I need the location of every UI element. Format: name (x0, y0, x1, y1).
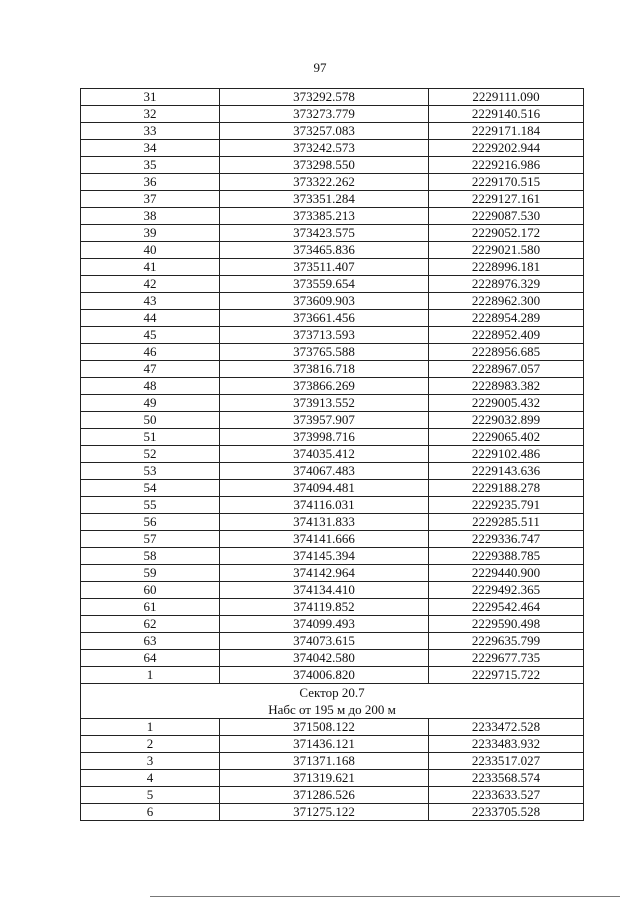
y-coordinate-cell: 2229235.791 (429, 497, 584, 514)
x-coordinate-cell: 373559.654 (220, 276, 429, 293)
y-coordinate-cell: 2229127.161 (429, 191, 584, 208)
point-number-cell: 49 (81, 395, 220, 412)
point-number-cell: 48 (81, 378, 220, 395)
section-title: Сектор 20.7 (299, 685, 365, 700)
point-number-cell: 47 (81, 361, 220, 378)
table-row (81, 106, 584, 123)
y-coordinate-cell: 2229065.402 (429, 429, 584, 446)
x-coordinate-cell: 374042.580 (220, 650, 429, 667)
y-coordinate-cell: 2229140.516 (429, 106, 584, 123)
table-row (81, 344, 584, 361)
y-coordinate-cell: 2228976.329 (429, 276, 584, 293)
x-coordinate-cell: 373273.779 (220, 106, 429, 123)
x-coordinate-cell: 371436.121 (220, 736, 429, 753)
x-coordinate-cell: 371275.122 (220, 804, 429, 821)
point-number-cell: 44 (81, 310, 220, 327)
point-number-cell: 38 (81, 208, 220, 225)
point-number-cell: 40 (81, 242, 220, 259)
point-number-cell: 53 (81, 463, 220, 480)
x-coordinate-cell: 373913.552 (220, 395, 429, 412)
section-subtitle: Набс от 195 м до 200 м (268, 702, 396, 717)
table-row (81, 565, 584, 582)
table-row (81, 310, 584, 327)
point-number-cell: 2 (81, 736, 220, 753)
point-number-cell: 6 (81, 804, 220, 821)
point-number-cell: 41 (81, 259, 220, 276)
x-coordinate-cell: 374141.666 (220, 531, 429, 548)
y-coordinate-cell: 2229715.722 (429, 667, 584, 684)
y-coordinate-cell: 2228962.300 (429, 293, 584, 310)
x-coordinate-cell: 374131.833 (220, 514, 429, 531)
y-coordinate-cell: 2229143.636 (429, 463, 584, 480)
y-coordinate-cell: 2229102.486 (429, 446, 584, 463)
point-number-cell: 57 (81, 531, 220, 548)
y-coordinate-cell: 2229492.365 (429, 582, 584, 599)
x-coordinate-cell: 373292.578 (220, 89, 429, 106)
point-number-cell: 31 (81, 89, 220, 106)
x-coordinate-cell: 371371.168 (220, 753, 429, 770)
section-header-row (81, 684, 584, 719)
x-coordinate-cell: 373866.269 (220, 378, 429, 395)
y-coordinate-cell: 2233568.574 (429, 770, 584, 787)
point-number-cell: 46 (81, 344, 220, 361)
point-number-cell: 3 (81, 753, 220, 770)
x-coordinate-cell: 373765.588 (220, 344, 429, 361)
x-coordinate-cell: 373242.573 (220, 140, 429, 157)
point-number-cell: 32 (81, 106, 220, 123)
y-coordinate-cell: 2228956.685 (429, 344, 584, 361)
x-coordinate-cell: 374094.481 (220, 480, 429, 497)
x-coordinate-cell: 374067.483 (220, 463, 429, 480)
y-coordinate-cell: 2229171.184 (429, 123, 584, 140)
x-coordinate-cell: 374134.410 (220, 582, 429, 599)
x-coordinate-cell: 373511.407 (220, 259, 429, 276)
y-coordinate-cell: 2229032.899 (429, 412, 584, 429)
point-number-cell: 5 (81, 787, 220, 804)
y-coordinate-cell: 2229388.785 (429, 548, 584, 565)
table-row (81, 719, 584, 736)
point-number-cell: 37 (81, 191, 220, 208)
x-coordinate-cell: 373423.575 (220, 225, 429, 242)
y-coordinate-cell: 2229021.580 (429, 242, 584, 259)
point-number-cell: 58 (81, 548, 220, 565)
table-row (81, 480, 584, 497)
y-coordinate-cell: 2229188.278 (429, 480, 584, 497)
table-row (81, 293, 584, 310)
section-header-cell (81, 684, 584, 719)
y-coordinate-cell: 2233472.528 (429, 719, 584, 736)
y-coordinate-cell: 2229285.511 (429, 514, 584, 531)
table-row (81, 140, 584, 157)
y-coordinate-cell: 2233517.027 (429, 753, 584, 770)
point-number-cell: 36 (81, 174, 220, 191)
page-number: 97 (313, 60, 327, 75)
table-row (81, 446, 584, 463)
x-coordinate-cell: 371508.122 (220, 719, 429, 736)
y-coordinate-cell: 2228952.409 (429, 327, 584, 344)
y-coordinate-cell: 2229440.900 (429, 565, 584, 582)
x-coordinate-cell: 373298.550 (220, 157, 429, 174)
table-row (81, 463, 584, 480)
table-row (81, 531, 584, 548)
point-number-cell: 42 (81, 276, 220, 293)
x-coordinate-cell: 374116.031 (220, 497, 429, 514)
table-row (81, 514, 584, 531)
y-coordinate-cell: 2228954.289 (429, 310, 584, 327)
point-number-cell: 60 (81, 582, 220, 599)
y-coordinate-cell: 2228983.382 (429, 378, 584, 395)
table-row (81, 667, 584, 684)
table-row (81, 361, 584, 378)
x-coordinate-cell: 374145.394 (220, 548, 429, 565)
x-coordinate-cell: 373351.284 (220, 191, 429, 208)
x-coordinate-cell: 373713.593 (220, 327, 429, 344)
x-coordinate-cell: 373465.836 (220, 242, 429, 259)
table-row (81, 787, 584, 804)
table-row (81, 804, 584, 821)
x-coordinate-cell: 373816.718 (220, 361, 429, 378)
point-number-cell: 50 (81, 412, 220, 429)
table-row (81, 174, 584, 191)
point-number-cell: 64 (81, 650, 220, 667)
x-coordinate-cell: 373257.083 (220, 123, 429, 140)
y-coordinate-cell: 2228996.181 (429, 259, 584, 276)
point-number-cell: 33 (81, 123, 220, 140)
page-edge-line (150, 896, 620, 897)
point-number-cell: 59 (81, 565, 220, 582)
table-row (81, 123, 584, 140)
table-row (81, 497, 584, 514)
y-coordinate-cell: 2229170.515 (429, 174, 584, 191)
point-number-cell: 43 (81, 293, 220, 310)
point-number-cell: 55 (81, 497, 220, 514)
x-coordinate-cell: 373661.456 (220, 310, 429, 327)
point-number-cell: 1 (81, 667, 220, 684)
table-row (81, 276, 584, 293)
table-row (81, 616, 584, 633)
x-coordinate-cell: 374035.412 (220, 446, 429, 463)
y-coordinate-cell: 2229052.172 (429, 225, 584, 242)
x-coordinate-cell: 374006.820 (220, 667, 429, 684)
x-coordinate-cell: 374073.615 (220, 633, 429, 650)
coordinates-table (80, 88, 584, 821)
table-row (81, 157, 584, 174)
x-coordinate-cell: 373609.903 (220, 293, 429, 310)
y-coordinate-cell: 2229087.530 (429, 208, 584, 225)
table-row (81, 412, 584, 429)
table-row (81, 259, 584, 276)
table-row (81, 770, 584, 787)
point-number-cell: 54 (81, 480, 220, 497)
table-row (81, 753, 584, 770)
point-number-cell: 45 (81, 327, 220, 344)
point-number-cell: 1 (81, 719, 220, 736)
y-coordinate-cell: 2233705.528 (429, 804, 584, 821)
point-number-cell: 39 (81, 225, 220, 242)
y-coordinate-cell: 2233483.932 (429, 736, 584, 753)
table-row (81, 225, 584, 242)
y-coordinate-cell: 2229202.944 (429, 140, 584, 157)
table-row (81, 327, 584, 344)
x-coordinate-cell: 371286.526 (220, 787, 429, 804)
y-coordinate-cell: 2229216.986 (429, 157, 584, 174)
x-coordinate-cell: 373957.907 (220, 412, 429, 429)
y-coordinate-cell: 2229677.735 (429, 650, 584, 667)
y-coordinate-cell: 2229590.498 (429, 616, 584, 633)
point-number-cell: 61 (81, 599, 220, 616)
y-coordinate-cell: 2229542.464 (429, 599, 584, 616)
table-row (81, 242, 584, 259)
table-row (81, 736, 584, 753)
x-coordinate-cell: 374099.493 (220, 616, 429, 633)
x-coordinate-cell: 374142.964 (220, 565, 429, 582)
point-number-cell: 51 (81, 429, 220, 446)
point-number-cell: 63 (81, 633, 220, 650)
y-coordinate-cell: 2228967.057 (429, 361, 584, 378)
table-row (81, 633, 584, 650)
x-coordinate-cell: 373322.262 (220, 174, 429, 191)
table-row (81, 378, 584, 395)
table-row (81, 650, 584, 667)
y-coordinate-cell: 2229635.799 (429, 633, 584, 650)
table-row (81, 548, 584, 565)
point-number-cell: 62 (81, 616, 220, 633)
table-row (81, 89, 584, 106)
table-row (81, 395, 584, 412)
x-coordinate-cell: 374119.852 (220, 599, 429, 616)
point-number-cell: 34 (81, 140, 220, 157)
point-number-cell: 4 (81, 770, 220, 787)
table-row (81, 582, 584, 599)
x-coordinate-cell: 373998.716 (220, 429, 429, 446)
table-row (81, 599, 584, 616)
y-coordinate-cell: 2229111.090 (429, 89, 584, 106)
y-coordinate-cell: 2233633.527 (429, 787, 584, 804)
table-row (81, 429, 584, 446)
table-row (81, 191, 584, 208)
point-number-cell: 52 (81, 446, 220, 463)
y-coordinate-cell: 2229336.747 (429, 531, 584, 548)
y-coordinate-cell: 2229005.432 (429, 395, 584, 412)
coordinates-table-body (81, 89, 584, 821)
point-number-cell: 56 (81, 514, 220, 531)
point-number-cell: 35 (81, 157, 220, 174)
x-coordinate-cell: 371319.621 (220, 770, 429, 787)
table-row (81, 208, 584, 225)
x-coordinate-cell: 373385.213 (220, 208, 429, 225)
